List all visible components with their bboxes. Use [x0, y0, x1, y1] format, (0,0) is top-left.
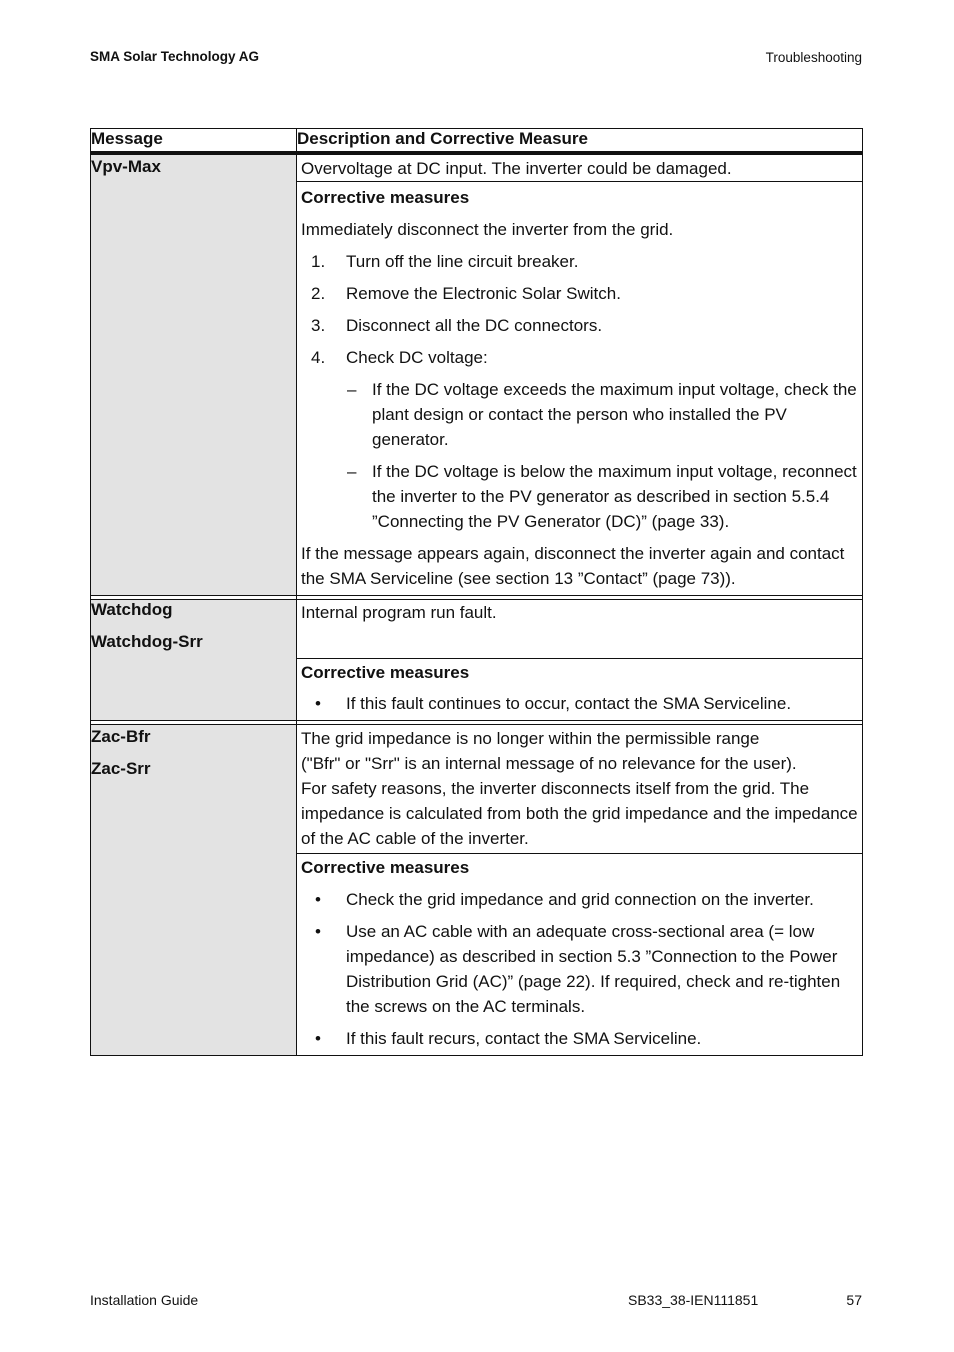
corrective-measures-cell	[297, 659, 863, 721]
bullet-text: Check the grid impedance and grid connection on the inverter.	[346, 890, 814, 909]
bullet-marker: •	[315, 1029, 321, 1048]
message-code: Zac-Srr	[91, 759, 151, 778]
header-company: SMA Solar Technology AG	[90, 49, 260, 64]
sub-list-item	[301, 459, 858, 534]
step-text: Check DC voltage:	[346, 348, 488, 367]
description-text: Overvoltage at DC input. The inverter could be damaged.	[301, 159, 732, 178]
bullet-marker: •	[315, 890, 321, 909]
list-item	[301, 691, 858, 716]
footer-page-number: 57	[846, 1292, 862, 1308]
step-number: 3.	[311, 316, 326, 335]
description-cell	[297, 725, 863, 854]
list-item	[301, 1026, 858, 1051]
corrective-measures-title: Corrective measures	[301, 188, 470, 207]
list-item	[301, 919, 858, 1019]
message-cell-watchdog	[91, 600, 297, 721]
corrective-measures-cell	[297, 182, 863, 596]
step-number: 4.	[311, 348, 326, 367]
sub-list-item	[301, 377, 858, 452]
sub-step-text: If the DC voltage is below the maximum input voltage, reconnect the inverter to the PV generator as described in section 5.5.4 ”Connecting the PV Generator (DC)” (page 33).	[372, 462, 857, 531]
message-code: Watchdog-Srr	[91, 632, 203, 651]
outro-text: If the message appears again, disconnect the inverter again and contact the SMA Serviceline (see section 13 ”Contact” (page 73)).	[301, 544, 845, 588]
table-row	[91, 600, 863, 659]
list-item	[301, 281, 858, 306]
bullet-text: If this fault recurs, contact the SMA Serviceline.	[346, 1029, 702, 1048]
table-row	[91, 153, 863, 182]
message-code: Vpv-Max	[91, 157, 161, 176]
step-text: Remove the Electronic Solar Switch.	[346, 284, 621, 303]
description-line: ("Bfr" or "Srr" is an internal message of no relevance for the user).	[301, 754, 797, 773]
message-cell-zac	[91, 725, 297, 1056]
column-header-message: Message	[91, 129, 297, 154]
message-code: Zac-Bfr	[91, 727, 151, 746]
list-item	[301, 887, 858, 912]
bullet-text: If this fault continues to occur, contact the SMA Serviceline.	[346, 694, 792, 713]
description-line: For safety reasons, the inverter disconnects itself from the grid. The impedance is calculated from both the grid impedance and the impedance of the AC cable of the inverter.	[301, 779, 858, 848]
corrective-measures-title: Corrective measures	[301, 663, 470, 682]
message-cell-vpv	[91, 153, 297, 596]
corrective-measures-cell	[297, 854, 863, 1056]
dash-marker: –	[347, 462, 357, 481]
step-number: 1.	[311, 252, 326, 271]
list-item	[301, 249, 858, 274]
bullet-marker: •	[315, 694, 321, 713]
corrective-measures-title: Corrective measures	[301, 858, 470, 877]
footer-document-title: Installation Guide	[90, 1292, 199, 1308]
message-code: Watchdog	[91, 600, 173, 619]
bullet-text: Use an AC cable with an adequate cross-sectional area (= low impedance) as described in section 5.3 ”Connection to the Power Distribution Grid (AC)” (page 22). If required, check and re-tighten the screws on the AC terminals.	[346, 922, 841, 1016]
list-item	[301, 345, 858, 370]
column-header-description: Description and Corrective Measure	[297, 129, 863, 154]
intro-text: Immediately disconnect the inverter from the grid.	[301, 220, 674, 239]
list-item	[301, 313, 858, 338]
sub-step-text: If the DC voltage exceeds the maximum input voltage, check the plant design or contact the person who installed the PV generator.	[372, 380, 857, 449]
step-number: 2.	[311, 284, 326, 303]
step-text: Turn off the line circuit breaker.	[346, 252, 579, 271]
troubleshooting-table	[90, 128, 863, 1056]
step-text: Disconnect all the DC connectors.	[346, 316, 603, 335]
bullet-marker: •	[315, 922, 321, 941]
header-section: Troubleshooting	[765, 50, 862, 65]
description-text: Internal program run fault.	[301, 603, 497, 622]
description-cell	[297, 153, 863, 182]
table-header-row	[91, 129, 863, 154]
table-row	[91, 725, 863, 854]
description-cell	[297, 600, 863, 659]
description-line: The grid impedance is no longer within the permissible range	[301, 729, 760, 748]
footer-document-code: SB33_38-IEN111851	[628, 1292, 759, 1308]
dash-marker: –	[347, 380, 357, 399]
